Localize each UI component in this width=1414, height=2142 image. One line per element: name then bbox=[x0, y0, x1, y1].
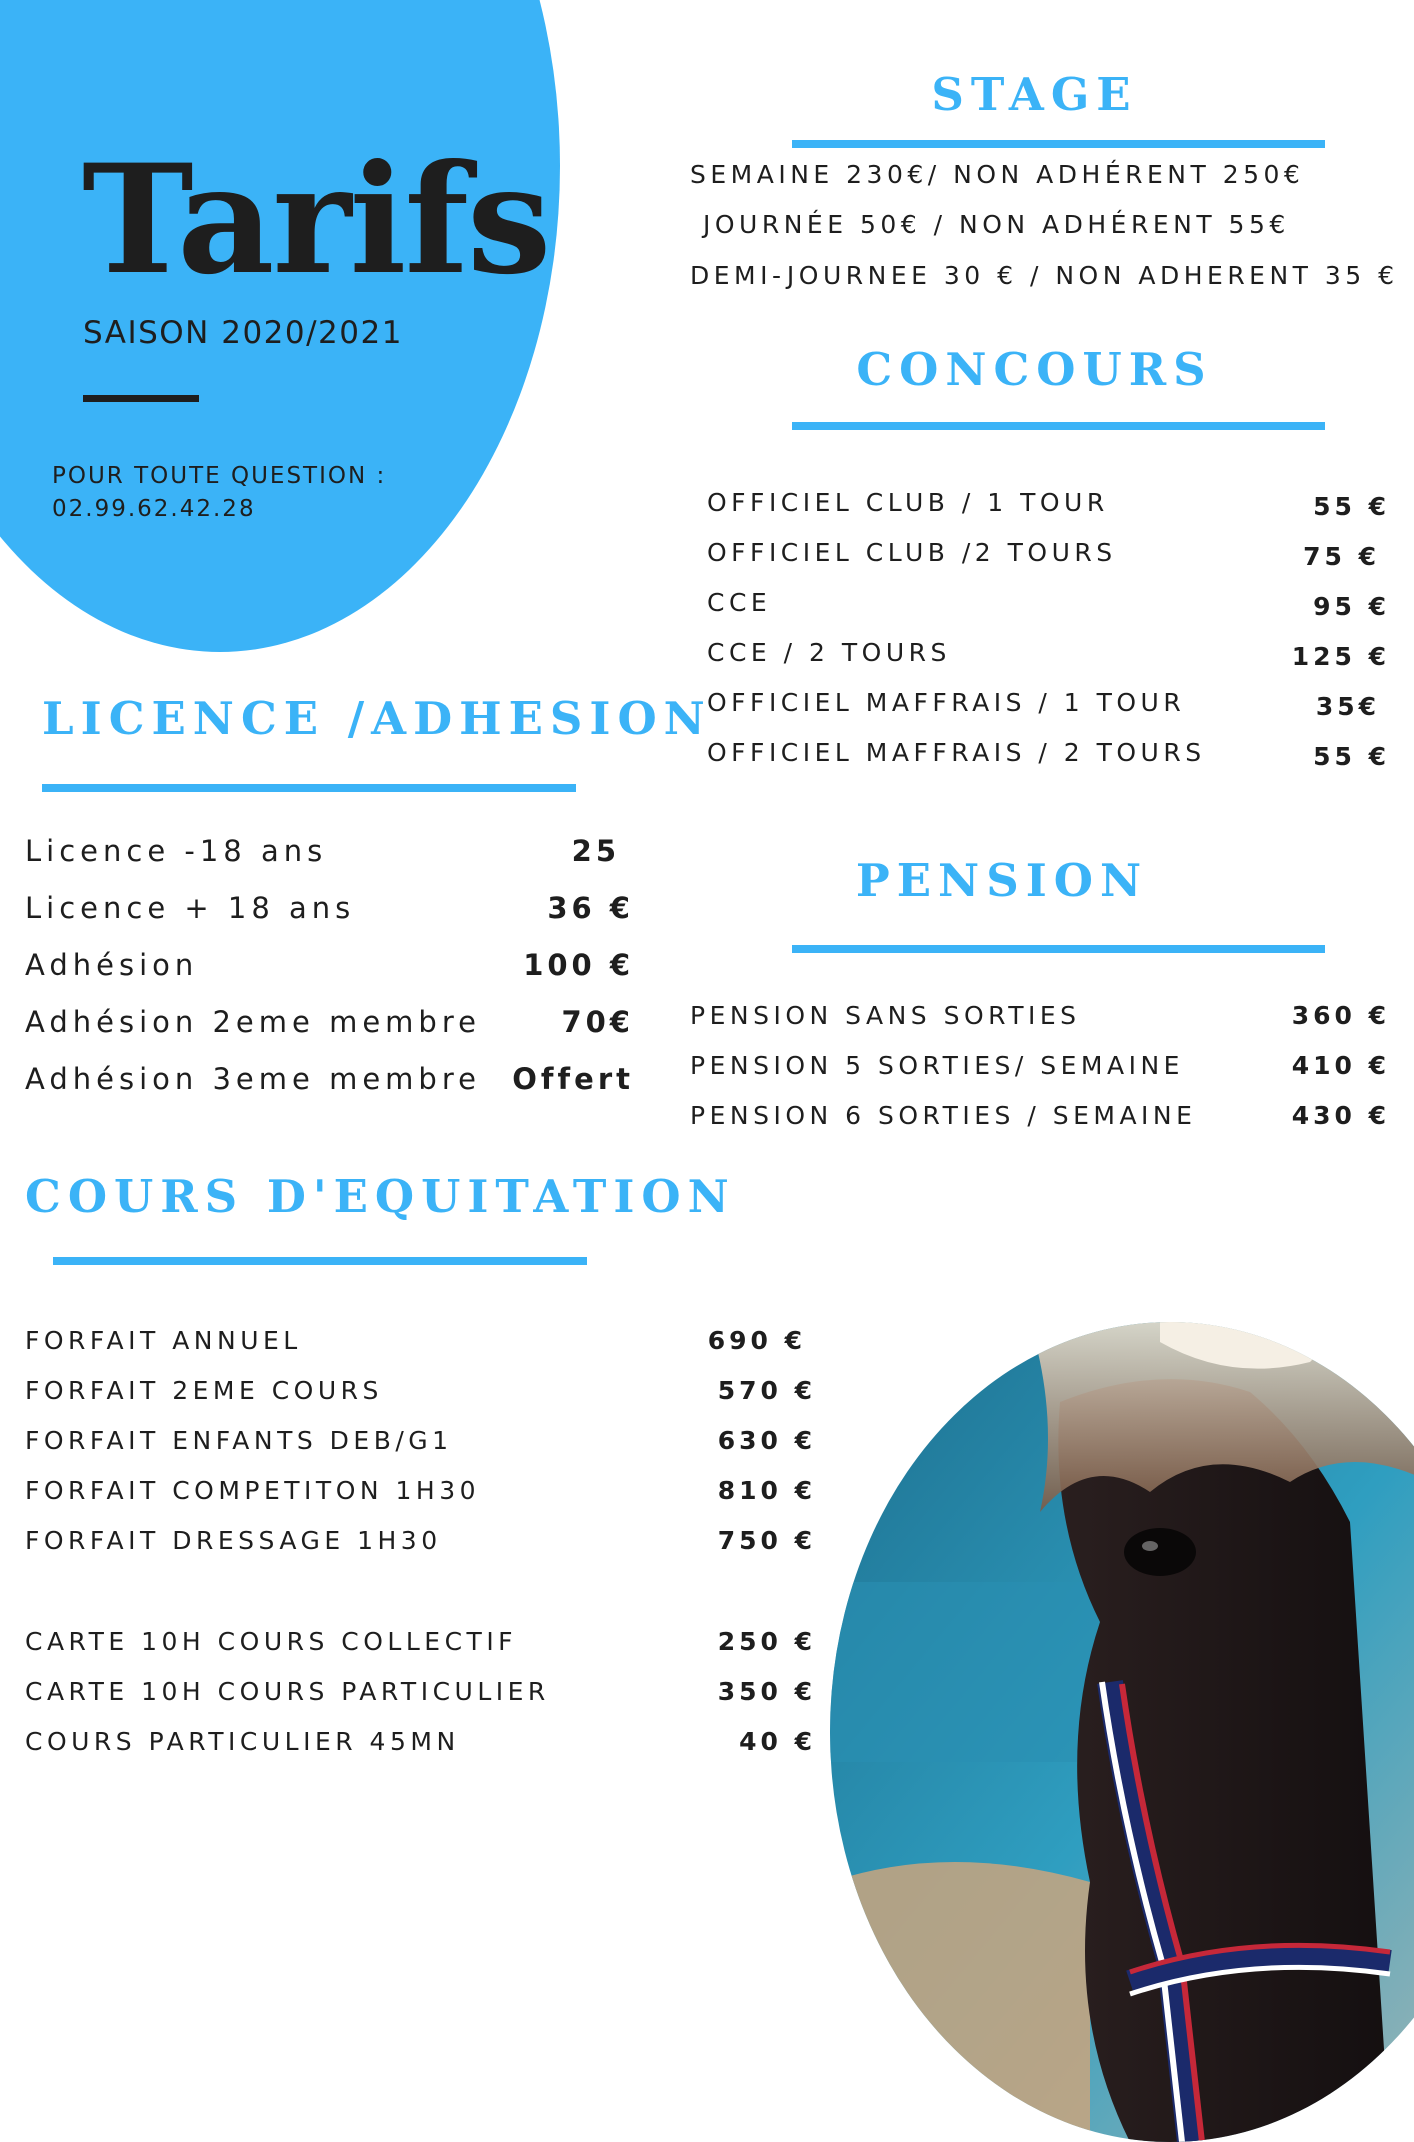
list-item: Adhésion 3eme membre bbox=[25, 1062, 481, 1096]
stage-line-week: SEMAINE 230€/ NON ADHÉRENT 250€ bbox=[690, 160, 1305, 189]
list-item-price: 36 € bbox=[547, 891, 634, 925]
list-item: CCE / 2 TOURS bbox=[707, 638, 951, 667]
list-item: FORFAIT DRESSAGE 1H30 bbox=[25, 1526, 442, 1555]
contact-label: POUR TOUTE QUESTION : bbox=[52, 463, 387, 489]
list-item-price: 95 € bbox=[1313, 592, 1390, 621]
pension-title: PENSION bbox=[855, 854, 1149, 907]
horse-photo bbox=[830, 1322, 1414, 2142]
list-item-price: 630 € bbox=[717, 1426, 816, 1455]
cours-title: COURS D'EQUITATION bbox=[25, 1170, 736, 1223]
licence-title: LICENCE /ADHESION bbox=[42, 692, 712, 745]
list-item-price: 750 € bbox=[717, 1526, 816, 1555]
list-item: Adhésion bbox=[25, 948, 199, 982]
list-item: FORFAIT COMPETITON 1H30 bbox=[25, 1476, 481, 1505]
list-item: PENSION SANS SORTIES bbox=[690, 1001, 1081, 1030]
list-item-price: 350 € bbox=[717, 1677, 816, 1706]
list-item-price: 125 € bbox=[1291, 642, 1390, 671]
list-item: OFFICIEL CLUB /2 TOURS bbox=[707, 538, 1117, 567]
list-item-price: 690 € bbox=[707, 1326, 806, 1355]
list-item-price: 75 € bbox=[1303, 542, 1380, 571]
list-item: Licence + 18 ans bbox=[25, 891, 356, 925]
list-item-price: 570 € bbox=[717, 1376, 816, 1405]
concours-title: CONCOURS bbox=[856, 343, 1213, 396]
licence-divider bbox=[42, 784, 576, 792]
list-item: FORFAIT 2EME COURS bbox=[25, 1376, 383, 1405]
list-item-price: 250 € bbox=[717, 1627, 816, 1656]
stage-line-day: JOURNÉE 50€ / NON ADHÉRENT 55€ bbox=[703, 210, 1290, 239]
cours-divider bbox=[53, 1257, 587, 1265]
list-item-price: 810 € bbox=[717, 1476, 816, 1505]
list-item: OFFICIEL CLUB / 1 TOUR bbox=[707, 488, 1109, 517]
list-item-price: 360 € bbox=[1291, 1001, 1390, 1030]
list-item-price: 55 € bbox=[1313, 742, 1390, 771]
stage-line-halfday: DEMI-JOURNEE 30 € / NON ADHERENT 35 € bbox=[690, 261, 1399, 290]
concours-divider bbox=[792, 422, 1325, 430]
list-item: CARTE 10H COURS COLLECTIF bbox=[25, 1627, 518, 1656]
list-item: COURS PARTICULIER 45MN bbox=[25, 1727, 460, 1756]
contact-phone[interactable]: 02.99.62.42.28 bbox=[52, 496, 256, 522]
stage-divider bbox=[792, 140, 1325, 148]
list-item: PENSION 5 SORTIES/ SEMAINE bbox=[690, 1051, 1184, 1080]
list-item-price: 40 € bbox=[739, 1727, 816, 1756]
list-item: CCE bbox=[707, 588, 772, 617]
list-item: PENSION 6 SORTIES / SEMAINE bbox=[690, 1101, 1197, 1130]
list-item-price: 55 € bbox=[1313, 492, 1390, 521]
season-label: SAISON 2020/2021 bbox=[83, 315, 403, 351]
pension-divider bbox=[792, 945, 1325, 953]
list-item: OFFICIEL MAFFRAIS / 1 TOUR bbox=[707, 688, 1186, 717]
list-item-price: 35€ bbox=[1315, 692, 1380, 721]
stage-title: STAGE bbox=[931, 68, 1138, 121]
list-item-price: 70€ bbox=[561, 1005, 634, 1039]
page-title: Tarifs bbox=[82, 132, 550, 308]
list-item-price: 430 € bbox=[1291, 1101, 1390, 1130]
list-item-price: Offert bbox=[512, 1062, 634, 1096]
list-item: Adhésion 2eme membre bbox=[25, 1005, 481, 1039]
list-item: FORFAIT ANNUEL bbox=[25, 1326, 302, 1355]
contact-block bbox=[52, 460, 386, 526]
list-item-price: 25 bbox=[571, 834, 620, 868]
list-item: Licence -18 ans bbox=[25, 834, 328, 868]
list-item: CARTE 10H COURS PARTICULIER bbox=[25, 1677, 550, 1706]
season-divider bbox=[83, 395, 199, 402]
list-item: FORFAIT ENFANTS DEB/G1 bbox=[25, 1426, 453, 1455]
list-item-price: 410 € bbox=[1291, 1051, 1390, 1080]
list-item: OFFICIEL MAFFRAIS / 2 TOURS bbox=[707, 738, 1206, 767]
horse-illustration bbox=[830, 1322, 1414, 2142]
list-item-price: 100 € bbox=[523, 948, 634, 982]
